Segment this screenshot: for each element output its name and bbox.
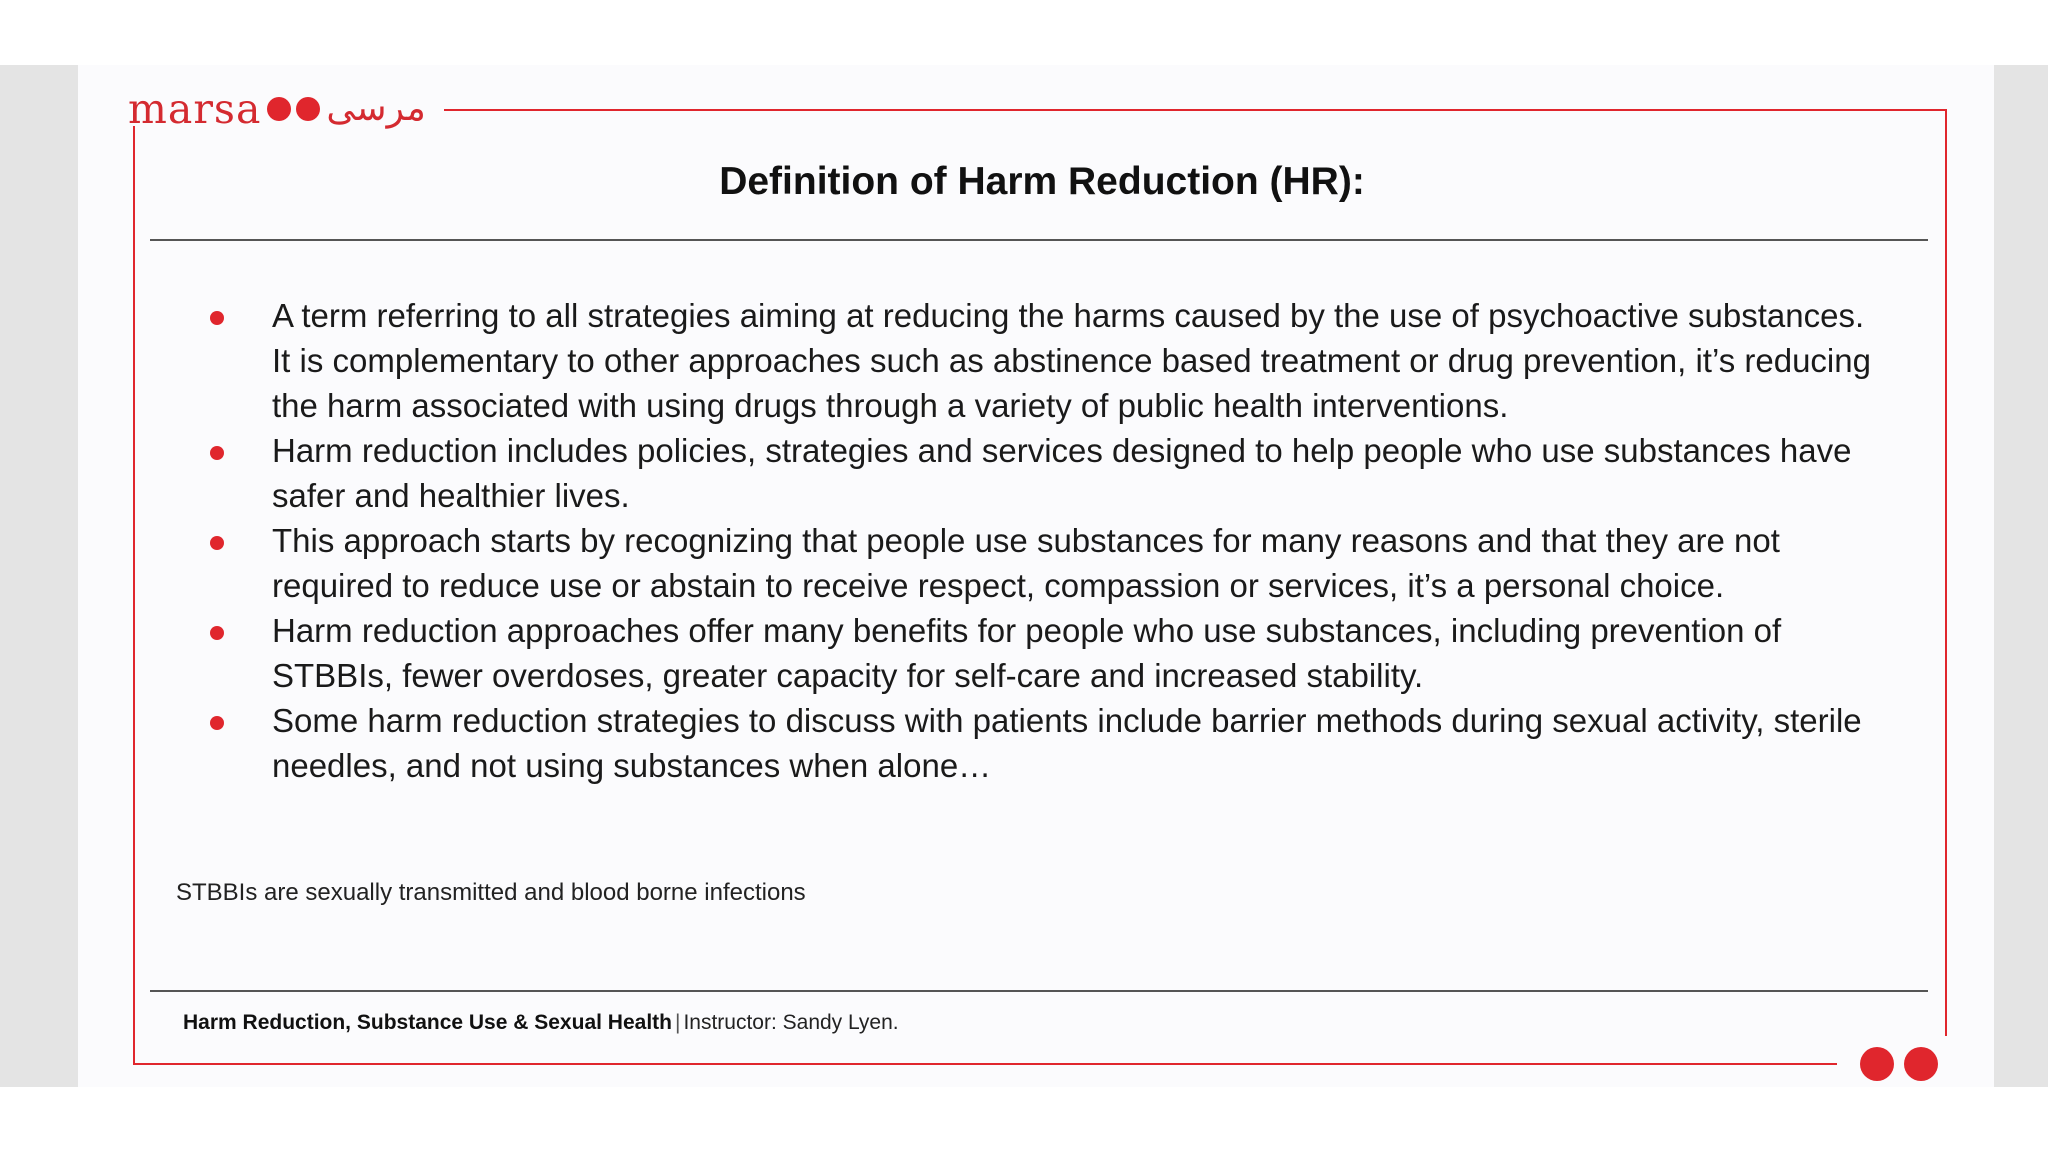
instructor-name: Instructor: Sandy Lyen. [683, 1011, 899, 1034]
bullet-text: Some harm reduction strategies to discuss with patients include barrier methods during sexual activity, sterile needles, and not using substances when alone… [272, 702, 1862, 784]
bullet-item [205, 428, 1885, 518]
footer-divider [150, 990, 1928, 992]
slide-footer [183, 1011, 899, 1035]
left-margin-band [0, 65, 78, 1087]
bullet-dot-icon [210, 311, 224, 325]
bullet-dot-icon [210, 446, 224, 460]
bullet-item [205, 518, 1885, 608]
bullet-list [205, 293, 1885, 788]
bullet-text: A term referring to all strategies aiming at reducing the harms caused by the use of psychoactive substances. It is complementary to other approaches such as abstinence based treatment or drug prevention, it’s reducing the harm associated with using drugs through a variety of public health interventions. [272, 297, 1871, 424]
frame-right-line [1945, 110, 1947, 1036]
logo-dot-icon [267, 97, 291, 121]
frame-left-line [133, 126, 135, 1064]
right-margin-band [1994, 65, 2048, 1087]
frame-top-line [444, 109, 1947, 111]
corner-dot-icon [1860, 1047, 1894, 1081]
bullet-dot-icon [210, 536, 224, 550]
slide-title: Definition of Harm Reduction (HR): [719, 160, 1365, 203]
bullet-dot-icon [210, 716, 224, 730]
marsa-logo [128, 84, 426, 134]
bullet-text: Harm reduction approaches offer many benefits for people who use substances, including prevention of STBBIs, fewer overdoses, greater capacity for self-care and increased stability. [272, 612, 1782, 694]
course-title: Harm Reduction, Substance Use & Sexual Health [183, 1011, 672, 1034]
title-divider [150, 239, 1928, 241]
bullet-item [205, 698, 1885, 788]
bullet-item [205, 293, 1885, 428]
logo-latin-text: marsa [128, 84, 262, 133]
logo-arabic-text: مرسى [326, 88, 426, 129]
bullet-text: Harm reduction includes policies, strategies and services designed to help people who use substances have safer and healthier lives. [272, 432, 1852, 514]
logo-dot-icon [296, 97, 320, 121]
frame-bottom-line [133, 1063, 1837, 1065]
bullet-dot-icon [210, 626, 224, 640]
corner-dot-icon [1904, 1047, 1938, 1081]
bullet-item [205, 608, 1885, 698]
bullet-text: This approach starts by recognizing that people use substances for many reasons and that they are not required to reduce use or abstain to receive respect, compassion or services, it’s a personal choice. [272, 522, 1780, 604]
footer-separator: | [674, 1011, 681, 1034]
footnote: STBBIs are sexually transmitted and blood borne infections [176, 879, 806, 906]
